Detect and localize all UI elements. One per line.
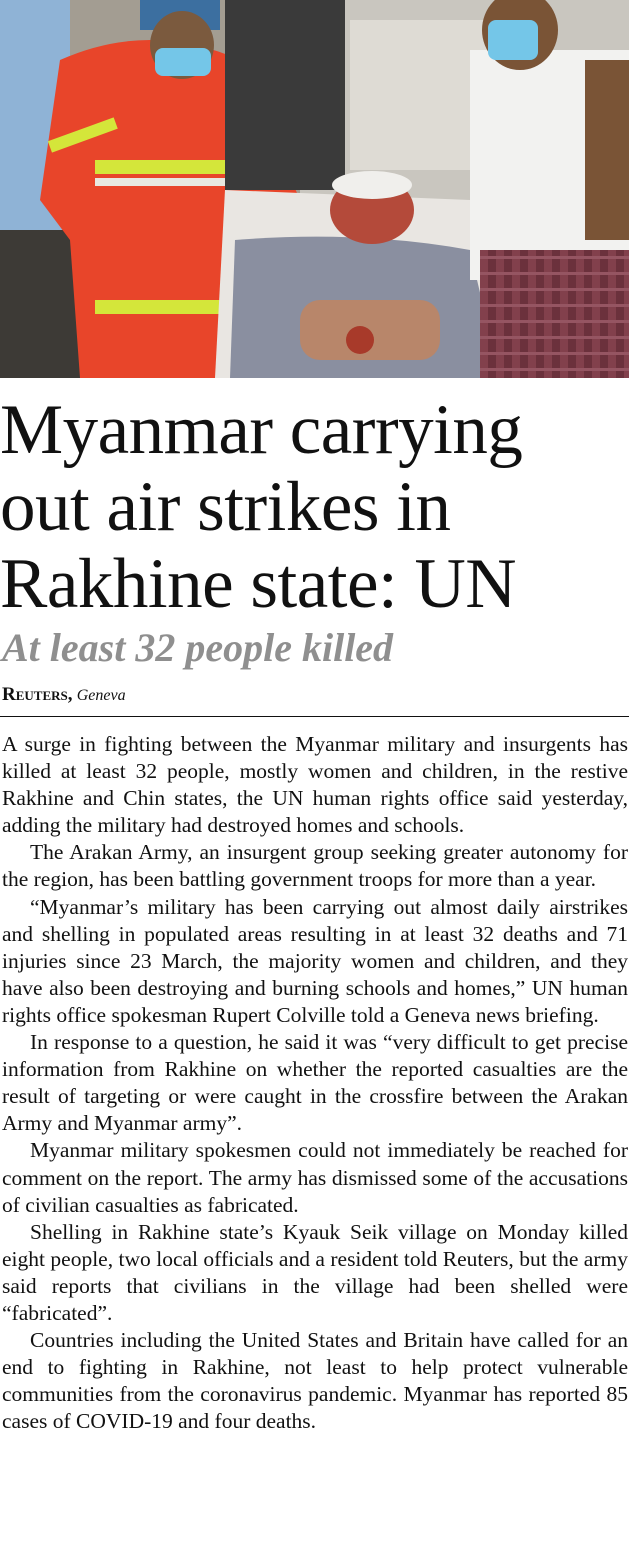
article-paragraph-6: Shelling in Rakhine state’s Kyauk Seik village on Monday killed eight people, two local officials and a resident told Reuters, but the army said reports that civilians in the village had been shelled were “fabricated”.	[2, 1219, 628, 1325]
article-paragraph-3: “Myanmar’s military has been carrying out almost daily airstrikes and shelling in populated areas resulting in at least 32 deaths and 71 injuries since 23 March, the majority women and children, and they have also been destroying and burning schools and homes,” UN human rights office spokesman Rupert Colville told a Geneva news briefing.	[2, 894, 628, 1027]
byline-agency: Reuters,	[2, 684, 73, 705]
news-photo	[0, 0, 629, 378]
byline	[2, 684, 126, 707]
headline-line-3: Rakhine state: UN	[0, 545, 516, 623]
article-paragraph-2: The Arakan Army, an insurgent group seeking greater autonomy for the region, has been battling government troops for more than a year.	[2, 840, 628, 892]
subheadline: At least 32 people killed	[2, 625, 394, 670]
byline-divider	[0, 716, 629, 717]
article-paragraph-4: In response to a question, he said it was “very difficult to get precise information from Rakhine on whether the reported casualties are the result of targeting or were caught in the crossfire between the Arakan Army and Myanmar army”.	[2, 1030, 628, 1136]
headline	[0, 392, 629, 623]
headline-line-1: Myanmar carrying	[0, 391, 523, 469]
article-paragraph-7: Countries including the United States and Britain have called for an end to fighting in Rakhine, not least to help protect vulnerable communities from the coronavirus pandemic. Myanmar has reported 85 cases of COVID-19 and four deaths.	[2, 1328, 628, 1434]
byline-dateline: Geneva	[76, 687, 126, 704]
article-paragraph-1: A surge in fighting between the Myanmar military and insurgents has killed at least 32 people, mostly women and children, in the restive Rakhine and Chin states, the UN human rights office said yesterday, adding the military had destroyed homes and schools.	[2, 732, 628, 838]
article-paragraph-5: Myanmar military spokesmen could not immediately be reached for comment on the report. The army has dismissed some of the accusations of civilian casualties as fabricated.	[2, 1138, 628, 1217]
article-body	[2, 731, 628, 1435]
photograph-icon	[0, 0, 629, 378]
headline-line-2: out air strikes in	[0, 468, 451, 546]
